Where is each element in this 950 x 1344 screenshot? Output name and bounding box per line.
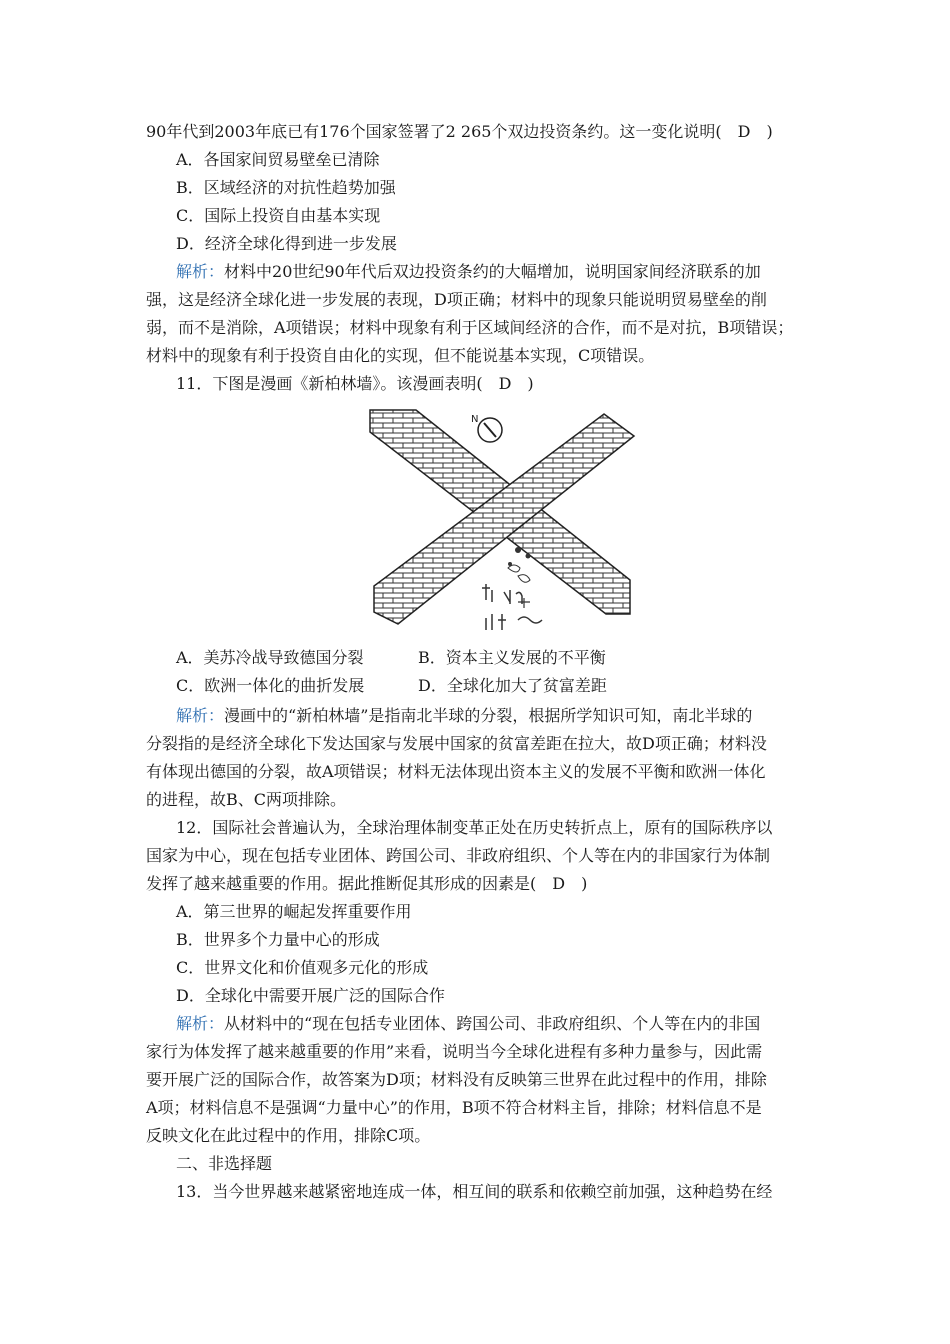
q12-analysis-line-4: A项；材料信息不是强调“力量中心”的作用，B项不符合材料主旨，排除；材料信息不是 bbox=[146, 1098, 762, 1117]
q12-stem-line-3: 发挥了越来越重要的作用。据此推断促其形成的因素是( D ) bbox=[146, 874, 588, 893]
q10-option-a: A．各国家间贸易壁垒已清除 bbox=[176, 150, 380, 169]
q11-option-c: C．欧洲一体化的曲折发展 bbox=[176, 676, 365, 695]
q10-option-d: D．经济全球化得到进一步发展 bbox=[176, 234, 397, 253]
q12-analysis-line-2: 家行为体发挥了越来越重要的作用”来看，说明当今全球化进程有多种力量参与，因此需 bbox=[146, 1042, 763, 1061]
q11-analysis-line-3: 有体现出德国的分裂，故A项错误；材料无法体现出资本主义的发展不平衡和欧洲一体化 bbox=[146, 762, 766, 781]
q10-option-c: C．国际上投资自由基本实现 bbox=[176, 206, 381, 225]
q10-analysis-line-4: 材料中的现象有利于投资自由化的实现，但不能说基本实现，C项错误。 bbox=[146, 346, 655, 365]
q11-option-b: B．资本主义发展的不平衡 bbox=[418, 648, 606, 667]
compass-north-label: N bbox=[471, 414, 479, 425]
q11-analysis-line-2: 分裂指的是经济全球化下发达国家与发展中国家的贫富差距在拉大，故D项正确；材料没 bbox=[146, 734, 767, 753]
q11-stem: 11．下图是漫画《新柏林墙》。该漫画表明( D ) bbox=[176, 374, 534, 393]
analysis-label: 解析： bbox=[176, 262, 225, 281]
q13-stem: 13．当今世界越来越紧密地连成一体，相互间的联系和依赖空前加强，这种趋势在经 bbox=[176, 1182, 773, 1201]
q11-analysis-line-1: 解析：漫画中的“新柏林墙”是指南北半球的分裂，根据所学知识可知，南北半球的 bbox=[176, 706, 753, 725]
q12-analysis-line-5: 反映文化在此过程中的作用，排除C项。 bbox=[146, 1126, 431, 1145]
q12-option-c: C．世界文化和价值观多元化的形成 bbox=[176, 958, 429, 977]
q12-option-d: D．全球化中需要开展广泛的国际合作 bbox=[176, 986, 445, 1005]
q10-analysis-line-2: 强，这是经济全球化进一步发展的表现，D项正确；材料中的现象只能说明贸易壁垒的削 bbox=[146, 290, 767, 309]
q10-option-b: B．区域经济的对抗性趋势加强 bbox=[176, 178, 396, 197]
q12-stem-line-2: 国家为中心，现在包括专业团体、跨国公司、非政府组织、个人等在内的非国家行为体制 bbox=[146, 846, 771, 865]
section-heading: 二、非选择题 bbox=[176, 1154, 273, 1173]
q10-analysis-line-3: 弱，而不是消除，A项错误；材料中现象有利于区域间经济的合作，而不是对抗，B项错误； bbox=[146, 318, 794, 337]
q11-analysis-line-4: 的进程，故B、C两项排除。 bbox=[146, 790, 347, 809]
q12-analysis-line-3: 要开展广泛的国际合作，故答案为D项；材料没有反映第三世界在此过程中的作用，排除 bbox=[146, 1070, 767, 1089]
new-berlin-wall-cartoon bbox=[368, 408, 636, 634]
q11-option-a: A．美苏冷战导致德国分裂 bbox=[176, 648, 364, 667]
q12-stem-line-1: 12．国际社会普遍认为，全球治理体制变革正处在历史转折点上，原有的国际秩序以 bbox=[176, 818, 773, 837]
q12-analysis-line-1: 解析：从材料中的“现在包括专业团体、跨国公司、非政府组织、个人等在内的非国 bbox=[176, 1014, 761, 1033]
q12-option-b: B．世界多个力量中心的形成 bbox=[176, 930, 380, 949]
q11-option-d: D．全球化加大了贫富差距 bbox=[418, 676, 607, 695]
q10-analysis-line-1: 解析：材料中20世纪90年代后双边投资条约的大幅增加，说明国家间经济联系的加 bbox=[176, 262, 761, 281]
q12-option-a: A．第三世界的崛起发挥重要作用 bbox=[176, 902, 412, 921]
q10-stem-tail: 90年代到2003年底已有176个国家签署了2 265个双边投资条约。这一变化说明( D ) bbox=[146, 122, 773, 141]
